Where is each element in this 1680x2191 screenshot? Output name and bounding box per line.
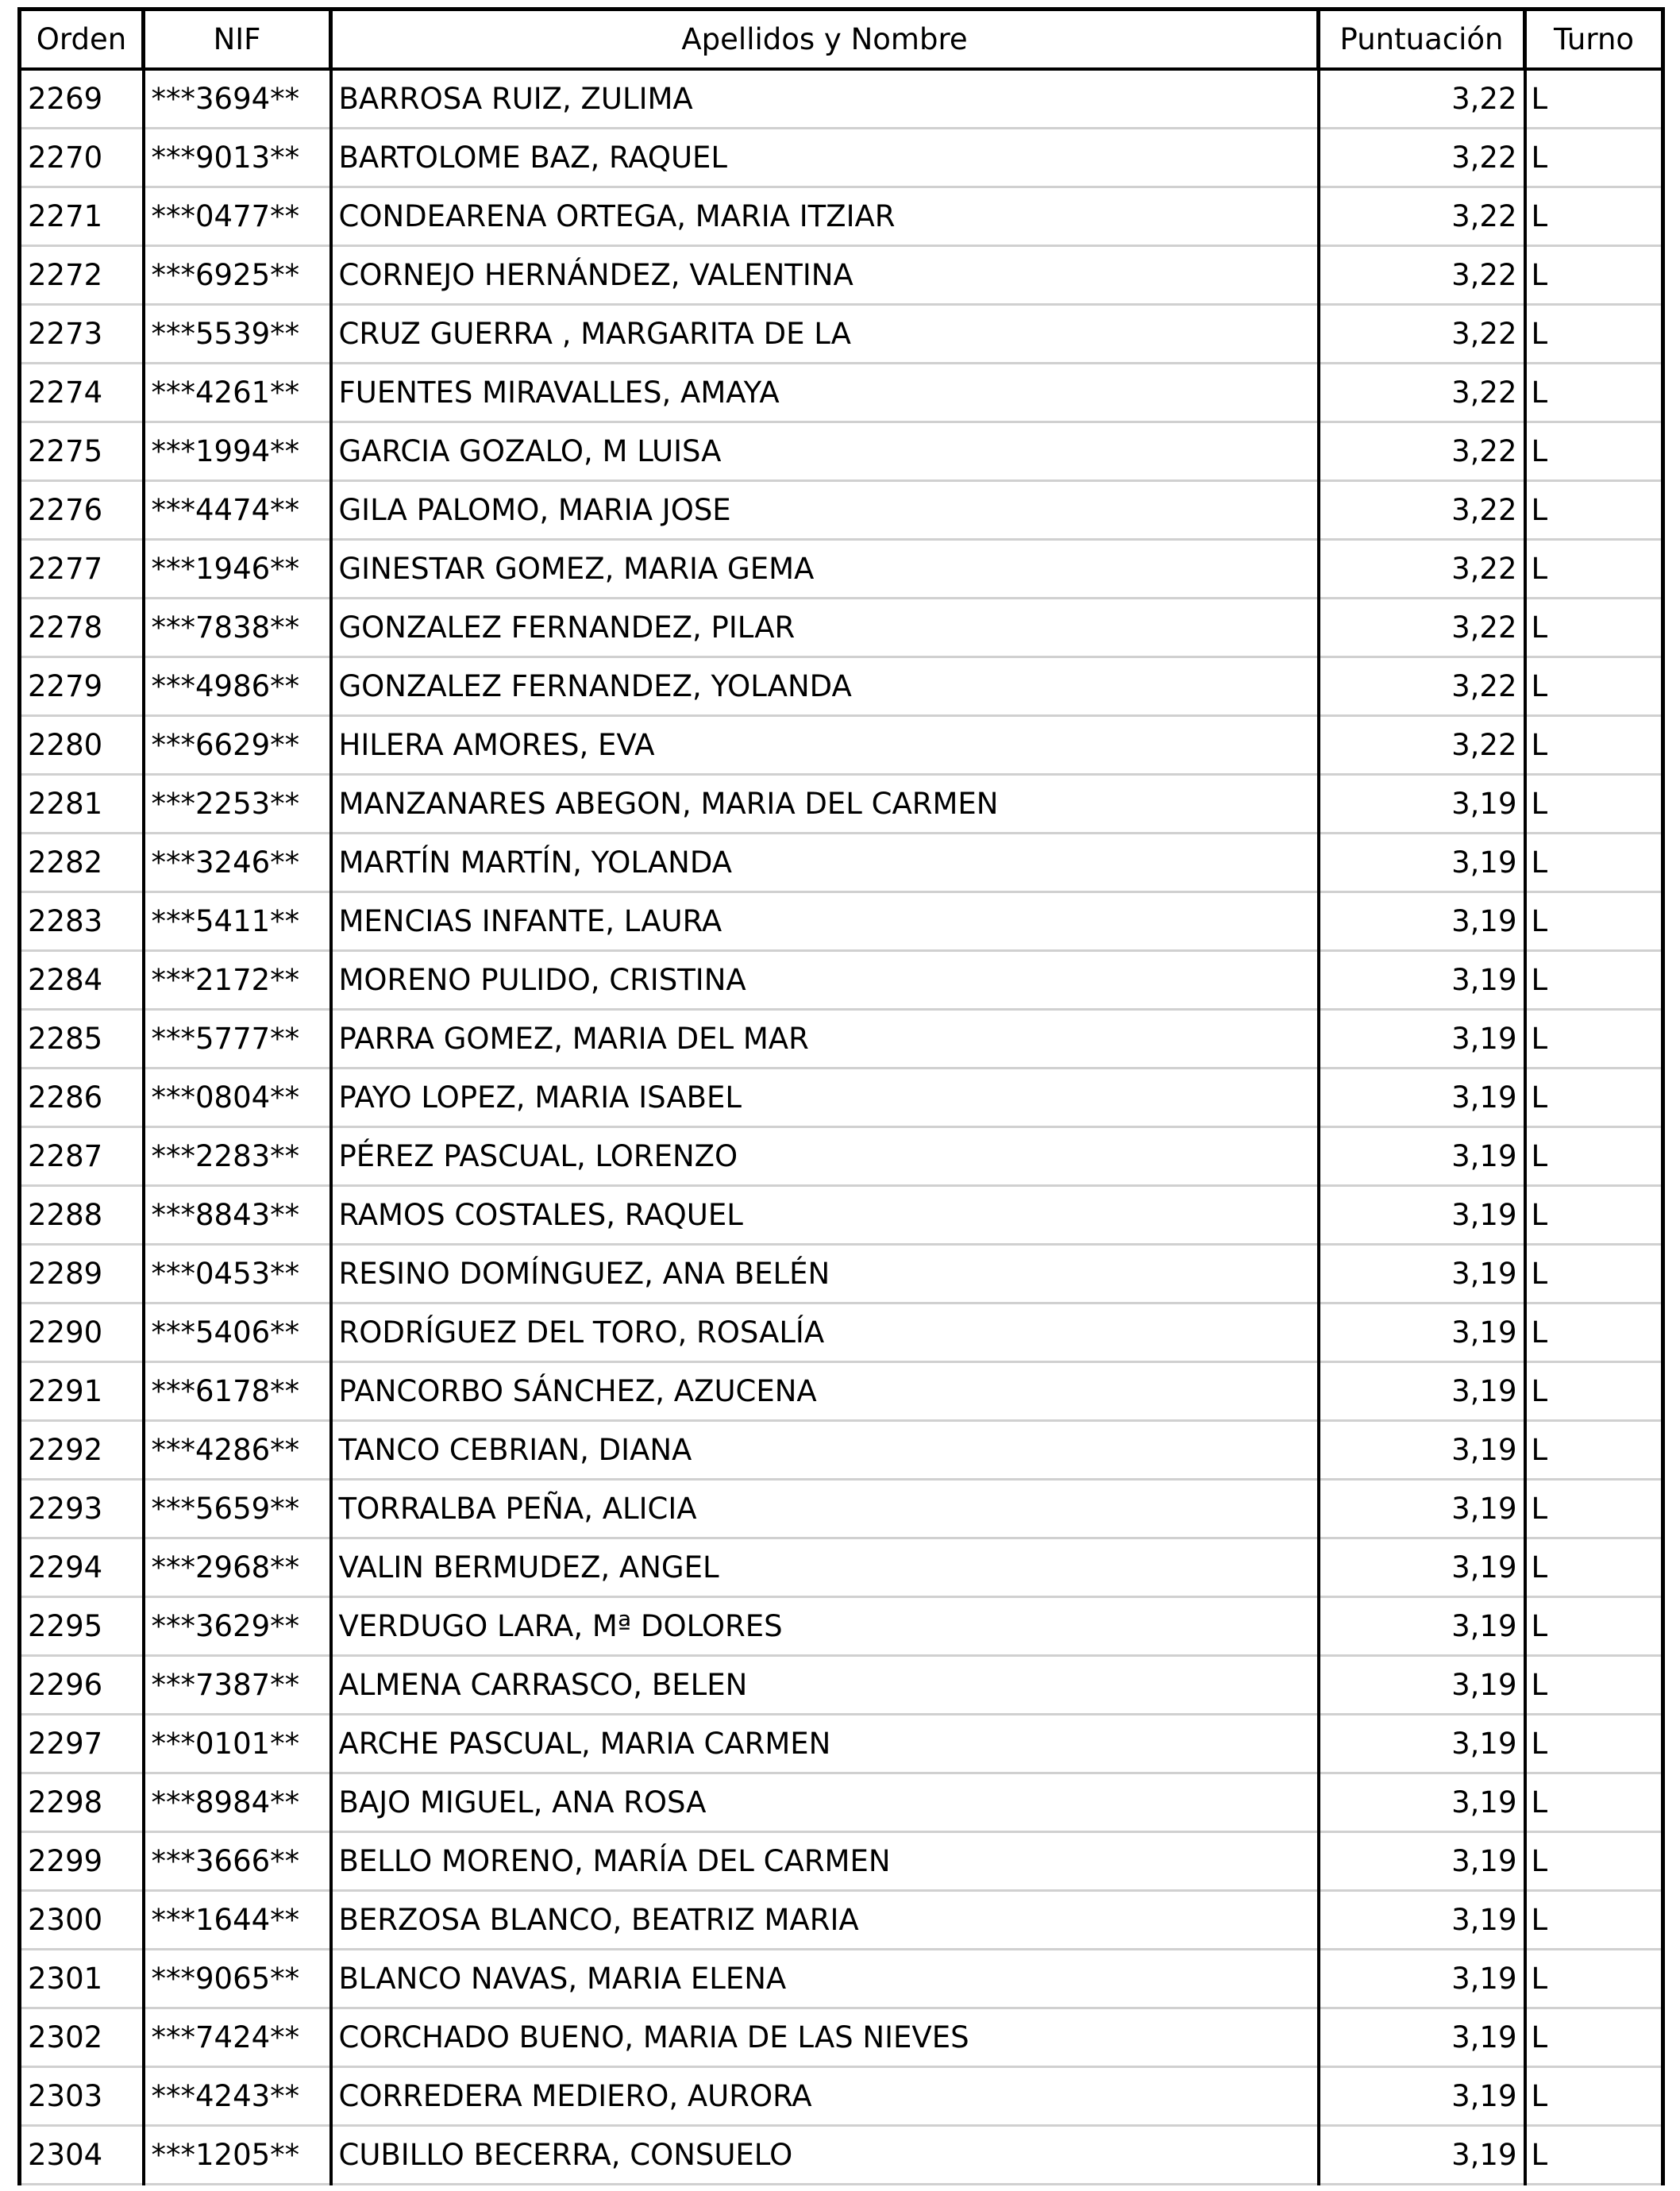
nif-cell: ***5411** [144, 892, 331, 951]
table-row [20, 129, 1663, 187]
table-row [20, 716, 1663, 775]
nif-cell: ***7838** [144, 599, 331, 657]
turno-cell: L [1525, 305, 1663, 364]
turno-cell: L [1525, 69, 1663, 129]
orden-cell: 2273 [20, 305, 144, 364]
orden-cell: 2283 [20, 892, 144, 951]
table-row [20, 481, 1663, 540]
score-cell: 3,19 [1319, 892, 1525, 951]
nif-cell: ***8984** [144, 1773, 331, 1832]
score-cell: 3,19 [1319, 1127, 1525, 1186]
orden-cell: 2281 [20, 775, 144, 834]
results-table [17, 7, 1665, 2185]
table-row [20, 422, 1663, 481]
turno-cell: L [1525, 1538, 1663, 1597]
nif-cell: ***6178** [144, 1362, 331, 1421]
turno-cell: L [1525, 187, 1663, 246]
name-cell: RESINO DOMÍNGUEZ, ANA BELÉN [331, 1245, 1319, 1303]
table-row [20, 2067, 1663, 2126]
nif-cell: ***9013** [144, 129, 331, 187]
name-cell: BARROSA RUIZ, ZULIMA [331, 69, 1319, 129]
orden-cell: 2270 [20, 129, 144, 187]
orden-cell: 2285 [20, 1010, 144, 1069]
turno-cell: L [1525, 481, 1663, 540]
score-cell: 3,22 [1319, 540, 1525, 599]
nif-cell: ***5777** [144, 1010, 331, 1069]
turno-cell: L [1525, 1303, 1663, 1362]
orden-cell: 2277 [20, 540, 144, 599]
nif-cell: ***1205** [144, 2126, 331, 2185]
table-row [20, 1186, 1663, 1245]
header-name: Apellidos y Nombre [331, 10, 1319, 70]
nif-cell: ***2172** [144, 951, 331, 1010]
name-cell: ALMENA CARRASCO, BELEN [331, 1656, 1319, 1715]
turno-cell: L [1525, 1069, 1663, 1127]
turno-cell: L [1525, 716, 1663, 775]
orden-cell: 2284 [20, 951, 144, 1010]
score-cell: 3,22 [1319, 129, 1525, 187]
score-cell: 3,22 [1319, 599, 1525, 657]
nif-cell: ***3666** [144, 1832, 331, 1891]
table-row [20, 1538, 1663, 1597]
nif-cell: ***3694** [144, 69, 331, 129]
table-row [20, 69, 1663, 129]
name-cell: BLANCO NAVAS, MARIA ELENA [331, 1950, 1319, 2008]
table-row [20, 951, 1663, 1010]
table-row [20, 1421, 1663, 1480]
nif-cell: ***3246** [144, 834, 331, 892]
turno-cell: L [1525, 422, 1663, 481]
table-row [20, 1069, 1663, 1127]
turno-cell: L [1525, 1127, 1663, 1186]
name-cell: TANCO CEBRIAN, DIANA [331, 1421, 1319, 1480]
nif-cell: ***2283** [144, 1127, 331, 1186]
table-row [20, 1245, 1663, 1303]
orden-cell: 2295 [20, 1597, 144, 1656]
name-cell: PAYO LOPEZ, MARIA ISABEL [331, 1069, 1319, 1127]
score-cell: 3,19 [1319, 1597, 1525, 1656]
score-cell: 3,19 [1319, 1421, 1525, 1480]
name-cell: CUBILLO BECERRA, CONSUELO [331, 2126, 1319, 2185]
nif-cell: ***5539** [144, 305, 331, 364]
orden-cell: 2288 [20, 1186, 144, 1245]
nif-cell: ***0453** [144, 1245, 331, 1303]
score-cell: 3,19 [1319, 2067, 1525, 2126]
name-cell: BELLO MORENO, MARÍA DEL CARMEN [331, 1832, 1319, 1891]
orden-cell: 2269 [20, 69, 144, 129]
score-cell: 3,19 [1319, 775, 1525, 834]
table-row [20, 834, 1663, 892]
name-cell: TORRALBA PEÑA, ALICIA [331, 1480, 1319, 1538]
turno-cell: L [1525, 1186, 1663, 1245]
score-cell: 3,22 [1319, 187, 1525, 246]
turno-cell: L [1525, 2126, 1663, 2185]
turno-cell: L [1525, 657, 1663, 716]
nif-cell: ***0804** [144, 1069, 331, 1127]
table-body [20, 69, 1663, 2185]
turno-cell: L [1525, 2008, 1663, 2067]
table-row [20, 1773, 1663, 1832]
table-row [20, 2126, 1663, 2185]
turno-cell: L [1525, 1950, 1663, 2008]
orden-cell: 2282 [20, 834, 144, 892]
turno-cell: L [1525, 1597, 1663, 1656]
header-nif: NIF [144, 10, 331, 70]
table-row [20, 1950, 1663, 2008]
nif-cell: ***2253** [144, 775, 331, 834]
table-row [20, 1127, 1663, 1186]
nif-cell: ***1644** [144, 1891, 331, 1950]
table-row [20, 1715, 1663, 1773]
name-cell: BERZOSA BLANCO, BEATRIZ MARIA [331, 1891, 1319, 1950]
name-cell: ARCHE PASCUAL, MARIA CARMEN [331, 1715, 1319, 1773]
score-cell: 3,22 [1319, 716, 1525, 775]
header-row [20, 10, 1663, 70]
orden-cell: 2275 [20, 422, 144, 481]
table-row [20, 1891, 1663, 1950]
name-cell: CRUZ GUERRA , MARGARITA DE LA [331, 305, 1319, 364]
score-cell: 3,19 [1319, 1891, 1525, 1950]
orden-cell: 2289 [20, 1245, 144, 1303]
turno-cell: L [1525, 246, 1663, 305]
turno-cell: L [1525, 1891, 1663, 1950]
turno-cell: L [1525, 1362, 1663, 1421]
name-cell: GARCIA GOZALO, M LUISA [331, 422, 1319, 481]
name-cell: MARTÍN MARTÍN, YOLANDA [331, 834, 1319, 892]
score-cell: 3,19 [1319, 1480, 1525, 1538]
name-cell: PÉREZ PASCUAL, LORENZO [331, 1127, 1319, 1186]
orden-cell: 2292 [20, 1421, 144, 1480]
header-orden: Orden [20, 10, 144, 70]
turno-cell: L [1525, 1773, 1663, 1832]
nif-cell: ***4474** [144, 481, 331, 540]
nif-cell: ***4243** [144, 2067, 331, 2126]
orden-cell: 2296 [20, 1656, 144, 1715]
nif-cell: ***6925** [144, 246, 331, 305]
orden-cell: 2299 [20, 1832, 144, 1891]
name-cell: RAMOS COSTALES, RAQUEL [331, 1186, 1319, 1245]
nif-cell: ***6629** [144, 716, 331, 775]
score-cell: 3,19 [1319, 1950, 1525, 2008]
score-cell: 3,22 [1319, 305, 1525, 364]
table-row [20, 775, 1663, 834]
header-score: Puntuación [1319, 10, 1525, 70]
orden-cell: 2291 [20, 1362, 144, 1421]
score-cell: 3,19 [1319, 1303, 1525, 1362]
table-row [20, 364, 1663, 422]
table-row [20, 1597, 1663, 1656]
name-cell: CONDEARENA ORTEGA, MARIA ITZIAR [331, 187, 1319, 246]
nif-cell: ***1994** [144, 422, 331, 481]
name-cell: GILA PALOMO, MARIA JOSE [331, 481, 1319, 540]
table-row [20, 657, 1663, 716]
orden-cell: 2290 [20, 1303, 144, 1362]
orden-cell: 2279 [20, 657, 144, 716]
name-cell: FUENTES MIRAVALLES, AMAYA [331, 364, 1319, 422]
score-cell: 3,22 [1319, 481, 1525, 540]
name-cell: BAJO MIGUEL, ANA ROSA [331, 1773, 1319, 1832]
nif-cell: ***4286** [144, 1421, 331, 1480]
nif-cell: ***9065** [144, 1950, 331, 2008]
table-row [20, 246, 1663, 305]
turno-cell: L [1525, 951, 1663, 1010]
turno-cell: L [1525, 364, 1663, 422]
orden-cell: 2300 [20, 1891, 144, 1950]
orden-cell: 2278 [20, 599, 144, 657]
turno-cell: L [1525, 1245, 1663, 1303]
score-cell: 3,19 [1319, 1832, 1525, 1891]
table-row [20, 2008, 1663, 2067]
nif-cell: ***1946** [144, 540, 331, 599]
score-cell: 3,22 [1319, 657, 1525, 716]
turno-cell: L [1525, 1421, 1663, 1480]
name-cell: PANCORBO SÁNCHEZ, AZUCENA [331, 1362, 1319, 1421]
name-cell: GONZALEZ FERNANDEZ, PILAR [331, 599, 1319, 657]
name-cell: CORREDERA MEDIERO, AURORA [331, 2067, 1319, 2126]
nif-cell: ***2968** [144, 1538, 331, 1597]
nif-cell: ***0477** [144, 187, 331, 246]
nif-cell: ***5406** [144, 1303, 331, 1362]
turno-cell: L [1525, 1010, 1663, 1069]
table-row [20, 599, 1663, 657]
table-row [20, 1010, 1663, 1069]
turno-cell: L [1525, 129, 1663, 187]
table-row [20, 540, 1663, 599]
score-cell: 3,22 [1319, 364, 1525, 422]
score-cell: 3,19 [1319, 1773, 1525, 1832]
table-row [20, 1480, 1663, 1538]
score-cell: 3,22 [1319, 246, 1525, 305]
name-cell: RODRÍGUEZ DEL TORO, ROSALÍA [331, 1303, 1319, 1362]
score-cell: 3,19 [1319, 834, 1525, 892]
table-row [20, 892, 1663, 951]
orden-cell: 2303 [20, 2067, 144, 2126]
score-cell: 3,19 [1319, 1186, 1525, 1245]
turno-cell: L [1525, 1832, 1663, 1891]
table-row [20, 1656, 1663, 1715]
table-row [20, 305, 1663, 364]
name-cell: MANZANARES ABEGON, MARIA DEL CARMEN [331, 775, 1319, 834]
turno-cell: L [1525, 540, 1663, 599]
turno-cell: L [1525, 834, 1663, 892]
nif-cell: ***8843** [144, 1186, 331, 1245]
nif-cell: ***7387** [144, 1656, 331, 1715]
table-row [20, 1832, 1663, 1891]
name-cell: HILERA AMORES, EVA [331, 716, 1319, 775]
score-cell: 3,19 [1319, 1656, 1525, 1715]
name-cell: VERDUGO LARA, Mª DOLORES [331, 1597, 1319, 1656]
turno-cell: L [1525, 892, 1663, 951]
nif-cell: ***0101** [144, 1715, 331, 1773]
orden-cell: 2297 [20, 1715, 144, 1773]
nif-cell: ***7424** [144, 2008, 331, 2067]
score-cell: 3,22 [1319, 422, 1525, 481]
table-row [20, 1303, 1663, 1362]
name-cell: GINESTAR GOMEZ, MARIA GEMA [331, 540, 1319, 599]
orden-cell: 2274 [20, 364, 144, 422]
table-row [20, 187, 1663, 246]
table-header [20, 10, 1663, 70]
name-cell: CORNEJO HERNÁNDEZ, VALENTINA [331, 246, 1319, 305]
orden-cell: 2272 [20, 246, 144, 305]
orden-cell: 2271 [20, 187, 144, 246]
score-cell: 3,19 [1319, 1538, 1525, 1597]
score-cell: 3,22 [1319, 69, 1525, 129]
score-cell: 3,19 [1319, 1245, 1525, 1303]
orden-cell: 2276 [20, 481, 144, 540]
score-cell: 3,19 [1319, 1010, 1525, 1069]
score-cell: 3,19 [1319, 1069, 1525, 1127]
turno-cell: L [1525, 599, 1663, 657]
score-cell: 3,19 [1319, 2126, 1525, 2185]
nif-cell: ***4261** [144, 364, 331, 422]
name-cell: VALIN BERMUDEZ, ANGEL [331, 1538, 1319, 1597]
score-cell: 3,19 [1319, 1715, 1525, 1773]
name-cell: GONZALEZ FERNANDEZ, YOLANDA [331, 657, 1319, 716]
name-cell: BARTOLOME BAZ, RAQUEL [331, 129, 1319, 187]
turno-cell: L [1525, 775, 1663, 834]
header-turno: Turno [1525, 10, 1663, 70]
turno-cell: L [1525, 1656, 1663, 1715]
name-cell: MENCIAS INFANTE, LAURA [331, 892, 1319, 951]
orden-cell: 2302 [20, 2008, 144, 2067]
orden-cell: 2298 [20, 1773, 144, 1832]
name-cell: PARRA GOMEZ, MARIA DEL MAR [331, 1010, 1319, 1069]
orden-cell: 2286 [20, 1069, 144, 1127]
orden-cell: 2287 [20, 1127, 144, 1186]
turno-cell: L [1525, 1480, 1663, 1538]
orden-cell: 2293 [20, 1480, 144, 1538]
orden-cell: 2294 [20, 1538, 144, 1597]
table-row [20, 1362, 1663, 1421]
orden-cell: 2304 [20, 2126, 144, 2185]
orden-cell: 2301 [20, 1950, 144, 2008]
nif-cell: ***3629** [144, 1597, 331, 1656]
name-cell: MORENO PULIDO, CRISTINA [331, 951, 1319, 1010]
nif-cell: ***5659** [144, 1480, 331, 1538]
turno-cell: L [1525, 2067, 1663, 2126]
score-cell: 3,19 [1319, 1362, 1525, 1421]
nif-cell: ***4986** [144, 657, 331, 716]
score-cell: 3,19 [1319, 951, 1525, 1010]
turno-cell: L [1525, 1715, 1663, 1773]
score-cell: 3,19 [1319, 2008, 1525, 2067]
orden-cell: 2280 [20, 716, 144, 775]
name-cell: CORCHADO BUENO, MARIA DE LAS NIEVES [331, 2008, 1319, 2067]
